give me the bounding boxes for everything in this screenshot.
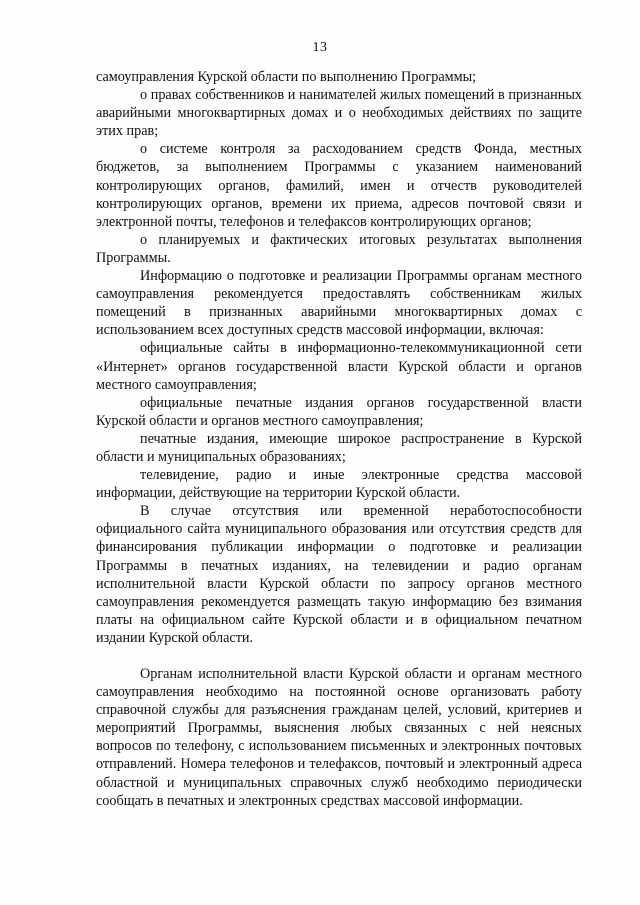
paragraph-8: печатные издания, имеющие широкое распространение в Курской области и муниципальных образованиях; <box>96 430 582 465</box>
paragraph-5: Информацию о подготовке и реализации Программы органам местного самоуправления рекомендуется предоставлять собственникам жилых помещений в признанных аварийными многоквартирных домах с использованием всех доступных средств массовой информации, включая: <box>96 268 582 339</box>
paragraph-2: о правах собственников и нанимателей жилых помещений в признанных аварийными многоквартирных домах и о необходимых действиях по защите этих прав; <box>96 87 582 140</box>
paragraph-9: телевидение, радио и иные электронные средства массовой информации, действующие на территории Курской области. <box>96 467 582 502</box>
paragraph-10: В случае отсутствия или временной неработоспособности официального сайта муниципального образования или отсутствия средств для финансирования публикации информации о подготовке и реализации Программы в печатных изданиях, на телевидении и радио органам исполнительной власти Курской области по запросу органов местного самоуправления рекомендуется размещать такую информацию без взимания платы на официальном сайте Курской области и в официальном печатном издании Курской области. <box>96 503 582 646</box>
paragraph-4: о планируемых и фактических итоговых результатах выполнения Программы. <box>96 231 582 266</box>
page-number: 13 <box>312 40 328 55</box>
paragraph-7: официальные печатные издания органов государственной власти Курской области и органов местного самоуправления; <box>96 394 582 429</box>
paragraph-6: официальные сайты в информационно-телекоммуникационной сети «Интернет» органов государственной власти Курской области и органов местного самоуправления; <box>96 340 582 393</box>
document-body <box>96 68 582 810</box>
paragraph-1: самоуправления Курской области по выполнению Программы; <box>96 69 477 85</box>
paragraph-3: о системе контроля за расходованием средств Фонда, местных бюджетов, за выполнением Программы с указанием наименований контролирующих органов, фамилий, имен и отчеств руководителей контролирующих органов, времени их приема, адресов почтовой связи и электронной почты, телефонов и телефаксов контролирующих органов; <box>96 141 582 230</box>
paragraph-11: Органам исполнительной власти Курской области и органам местного самоуправления необходимо на постоянной основе организовать работу справочной службы для разъяснения гражданам целей, условий, критериев и мероприятий Программы, выяснения любых связанных с ней неясных вопросов по телефону, с использованием письменных и электронных почтовых отправлений. Номера телефонов и телефаксов, почтовый и электронный адреса областной и муниципальных справочных служб необходимо периодически сообщать в печатных и электронных средствах массовой информации. <box>96 666 582 809</box>
